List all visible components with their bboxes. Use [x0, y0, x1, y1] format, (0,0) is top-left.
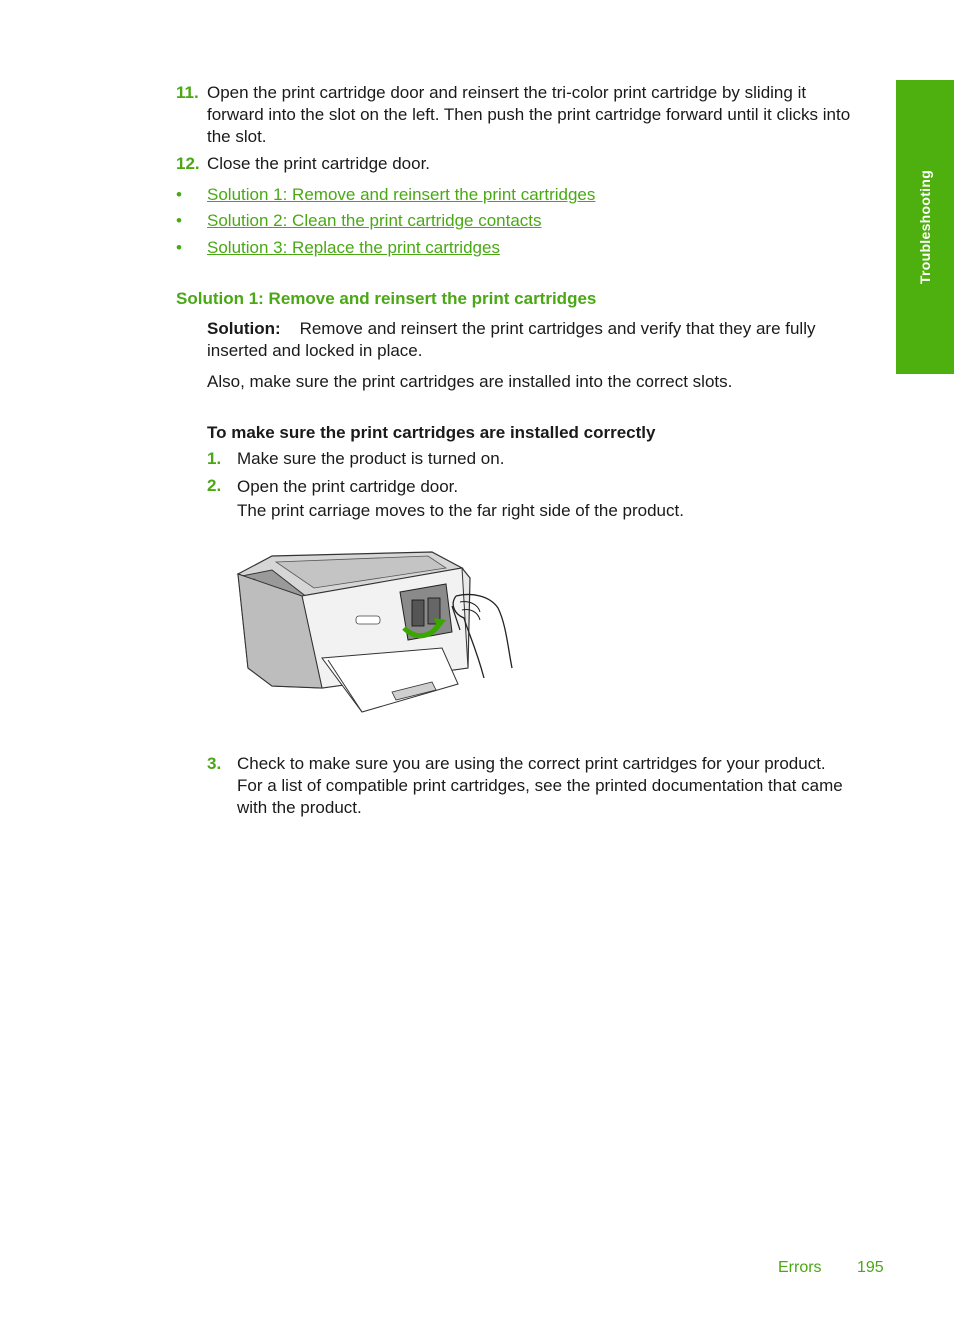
procedure-title: To make sure the print cartridges are installed correctly [207, 423, 656, 442]
bullet: • [176, 211, 182, 230]
side-tab-troubleshooting [896, 80, 954, 374]
step-number: 12. [176, 154, 200, 173]
printer-open-door-illustration [232, 548, 522, 718]
step-text: Make sure the product is turned on. [237, 449, 505, 468]
footer-page-number: 195 [857, 1259, 884, 1276]
step-number: 1. [207, 449, 222, 468]
link-solution-1[interactable]: Solution 1: Remove and reinsert the print cartridges [207, 185, 596, 204]
section-heading: Solution 1: Remove and reinsert the print cartridges [176, 289, 597, 308]
solution-label: Solution: [207, 319, 281, 338]
step-text: Open the print cartridge door. The print carriage moves to the far right side of the product. [237, 477, 684, 520]
step-text: Check to make sure you are using the correct print cartridges for your product. For a list of compatible print cartridges, see the printed documentation that came with the product. [237, 754, 843, 817]
bullet: • [176, 185, 182, 204]
step-text: Open the print cartridge door and reinsert the tri-color print cartridge by sliding it forward into the slot on the left. Then push the print cartridge forward until it clicks into the slot. [207, 83, 851, 146]
solution-paragraph: Solution: Remove and reinsert the print cartridges and verify that they are fully inserted and locked in place. [207, 319, 816, 360]
also-paragraph: Also, make sure the print cartridges are installed into the correct slots. [207, 372, 733, 391]
bullet: • [176, 238, 182, 257]
step-number: 11. [176, 83, 199, 102]
step-number: 3. [207, 754, 222, 773]
step-text: Close the print cartridge door. [207, 154, 431, 173]
link-solution-2[interactable]: Solution 2: Clean the print cartridge contacts [207, 211, 542, 230]
step-number: 2. [207, 476, 222, 495]
footer-section: Errors [778, 1259, 822, 1276]
link-solution-3[interactable]: Solution 3: Replace the print cartridges [207, 238, 500, 257]
side-tab-label: Troubleshooting [917, 169, 933, 285]
